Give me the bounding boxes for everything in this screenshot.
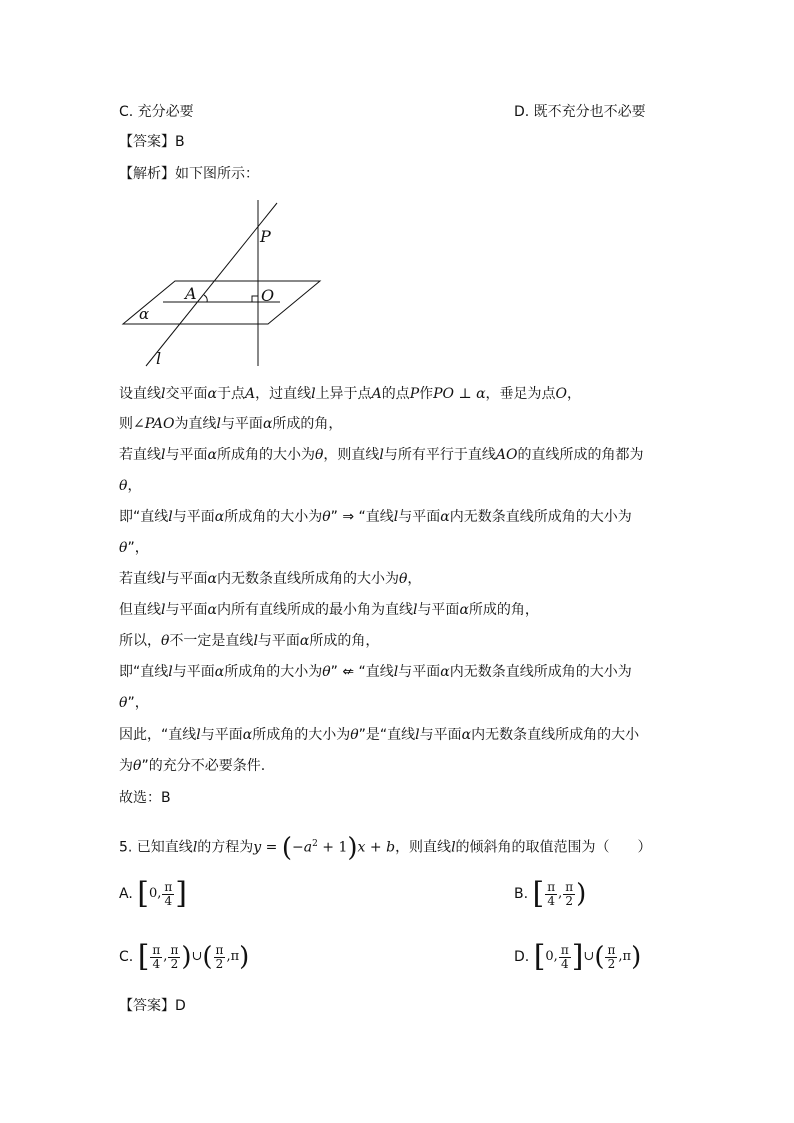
analysis-line-1: 设直线l交平面α于点A，过直线l上异于点A的点P作PO ⊥ α，垂足为点O， xyxy=(119,386,582,402)
analysis-line-10: 即“直线l与平面α所成角的大小为θ” ⇍ “直线l与平面α内无数条直线所成角的大小为 xyxy=(119,664,632,680)
line-l xyxy=(146,203,277,366)
analysis-line-11: θ”， xyxy=(119,695,149,711)
label-l: l xyxy=(156,349,162,368)
analysis-line-2: 则∠PAO为直线l与平面α所成的角， xyxy=(119,416,343,432)
label-alpha: α xyxy=(139,305,150,323)
analysis-line-3: 若直线l与平面α所成角的大小为θ，则直线l与所有平行于直线AO的直线所成的角都为 xyxy=(119,447,644,463)
right-angle-mark xyxy=(252,296,258,302)
label-a: A xyxy=(185,284,197,303)
analysis-conclusion: 故选：B xyxy=(119,790,171,806)
answer-label-2: 【答案】D xyxy=(119,998,186,1014)
analysis-line-9: 所以，θ不一定是直线l与平面α所成的角， xyxy=(119,633,380,649)
analysis-line-8: 但直线l与平面α内所有直线所成的最小角为直线l与平面α所成的角， xyxy=(119,602,539,618)
option-c[interactable]: C. [ $\frac{\pi}{4}$ , $\frac{\pi}{2}$ ) ∪ ( $\frac{\pi}{2}$ ,π ) xyxy=(119,939,250,974)
analysis-intro: 【解析】如下图所示： xyxy=(119,166,259,182)
analysis-line-5: 即“直线l与平面α所成角的大小为θ” ⇒ “直线l与平面α内无数条直线所成角的大小为 xyxy=(119,509,632,525)
analysis-line-12: 因此，“直线l与平面α所成角的大小为θ”是“直线l与平面α内无数条直线所成角的大小 xyxy=(119,727,640,743)
angle-arc xyxy=(204,295,207,302)
geometry-figure xyxy=(115,198,330,370)
option-a[interactable]: A. [ 0, $\frac{\pi}{4}$ ] xyxy=(119,876,187,911)
analysis-line-4: θ， xyxy=(119,478,142,494)
question-5: 5. 已知直线l的方程为$y = (-a^2 + 1)x + b$，则直线l的倾斜角的取值范围为（ ） xyxy=(119,832,652,863)
option-b[interactable]: B. [ $\frac{\pi}{4}$ , $\frac{\pi}{2}$ ) xyxy=(514,876,587,911)
option-d-prev: D. 既不充分也不必要 xyxy=(514,104,646,120)
answer-label: 【答案】B xyxy=(119,134,185,150)
analysis-line-7: 若直线l与平面α内无数条直线所成角的大小为θ， xyxy=(119,571,422,587)
label-o: O xyxy=(261,286,275,305)
option-c-prev: C. 充分必要 xyxy=(119,104,194,120)
analysis-line-6: θ”， xyxy=(119,540,149,556)
option-d[interactable]: D. [ 0, $\frac{\pi}{4}$ ] ∪ ( $\frac{\pi}{2}$ ,π ) xyxy=(514,939,642,974)
label-p: P xyxy=(260,227,271,246)
analysis-line-13: 为θ”的充分不必要条件. xyxy=(119,758,266,774)
